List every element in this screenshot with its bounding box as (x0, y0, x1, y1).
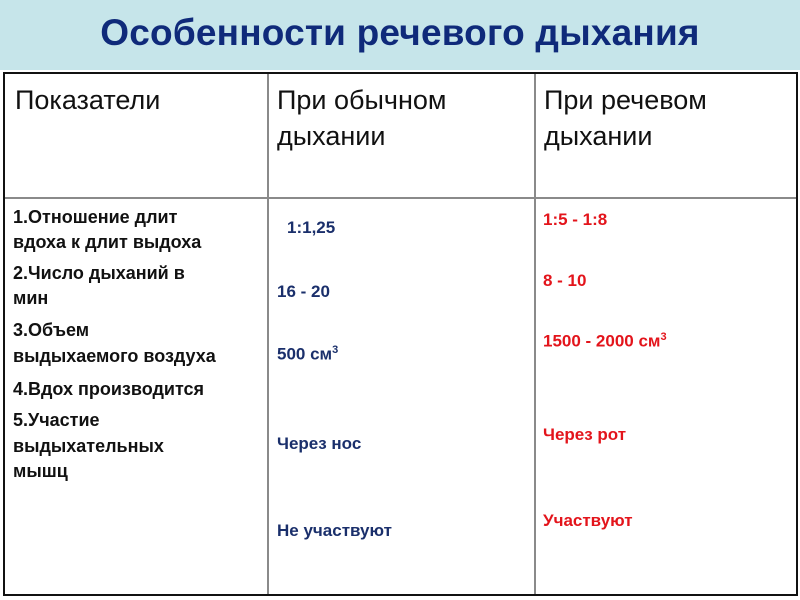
indicator-line: вдоха к длит выдоха (13, 232, 202, 252)
indicator-line: выдыхательных (13, 436, 164, 456)
speech-rate: 8 - 10 (543, 271, 587, 290)
header-indicators: Показатели (15, 85, 161, 115)
normal-rate: 16 - 20 (277, 282, 330, 301)
indicator-line: мин (13, 288, 49, 308)
indicator-line: 4.Вдох производится (13, 379, 205, 399)
indicator-line: 2.Число дыханий в (13, 263, 185, 283)
header-normal-line2: дыхании (277, 121, 386, 151)
speech-inhale: Через рот (543, 425, 627, 444)
header-speech-line2: дыхании (544, 121, 653, 151)
indicator-line: мышц (13, 461, 68, 481)
column-divider (267, 74, 269, 594)
normal-ratio: 1:1,25 (287, 218, 336, 237)
normal-muscles: Не участвуют (277, 521, 392, 540)
normal-inhale: Через нос (277, 434, 362, 453)
header-divider (5, 197, 796, 199)
header-normal-line1: При обычном (277, 85, 447, 115)
speech-muscles: Участвуют (543, 511, 633, 530)
indicator-line: 3.Объем (13, 320, 90, 340)
header-speech-line1: При речевом (544, 85, 707, 115)
slide-title: Особенности речевого дыхания (100, 12, 700, 53)
normal-volume: 500 $см^3$ (277, 344, 339, 364)
comparison-table (3, 72, 798, 596)
indicator-line: выдыхаемого воздуха (13, 346, 216, 366)
indicator-line: 5.Участие (13, 410, 100, 430)
speech-ratio: 1:5 - 1:8 (543, 210, 608, 229)
column-divider (534, 74, 536, 594)
speech-volume: 1500 - 2000 $см^3$ (543, 331, 667, 351)
indicator-line: 1.Отношение длит (13, 207, 178, 227)
